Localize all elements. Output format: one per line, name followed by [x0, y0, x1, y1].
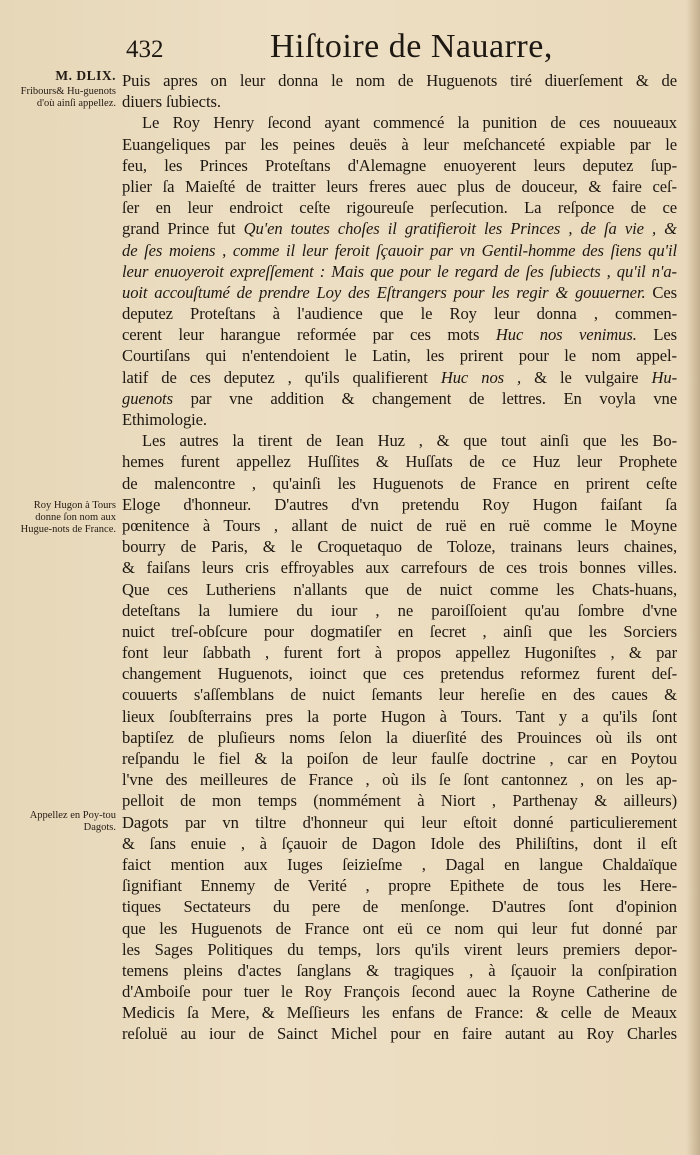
text-line — [122, 621, 677, 642]
text-run: Dagots par vn tiltre d'honneur qui leur eſtoit donné particulierement — [122, 812, 677, 832]
text-run: & le vulgaire — [534, 367, 639, 387]
text-line — [122, 303, 677, 324]
text-run: nuict treſ-obſcure pour dogmatiſer en ſecret , ainſi que les Sorciers — [122, 621, 677, 641]
text-run: deputez Proteſtans à l'audience que le Roy leur donna , commen- — [122, 304, 677, 324]
text-line — [122, 282, 677, 303]
text-run: Les autres la tirent de Iean Huz , & que tout ainſi que les Bo- — [142, 431, 677, 451]
text-line — [122, 875, 677, 896]
text-line — [122, 70, 677, 91]
running-title: Hiſtoire de Nauarre, — [270, 28, 553, 65]
text-line — [122, 324, 677, 345]
text-run: latif de ces deputez , qu'ils qualifierent — [122, 367, 428, 387]
text-line — [122, 451, 677, 472]
italic-run: guenots — [122, 388, 173, 408]
text-line — [122, 430, 677, 451]
text-run: grand Prince fut — [122, 219, 236, 239]
text-run: reſoluë au iour de Sainct Michel pour en faire autant au Roy Charles — [122, 1024, 677, 1044]
text-run: Ethimologie. — [122, 410, 207, 429]
text-line — [122, 706, 677, 727]
text-line — [122, 960, 677, 981]
body-text — [122, 70, 677, 1045]
text-run: Courtiſans qui n'entendoient le Latin, les prirent pour le nom appel- — [122, 346, 677, 366]
text-line — [122, 642, 677, 663]
text-run: diuers ſubiects. — [122, 92, 221, 112]
text-line — [122, 748, 677, 769]
text-run: changement Huguenots, ioinct que ces pretendus reformez furent deſ- — [122, 664, 677, 684]
italic-run: Huc nos venimus. — [495, 325, 637, 345]
text-run: de malencontre , qu'ainſi les Huguenots de France en prirent ceſte — [122, 473, 677, 493]
text-line — [122, 918, 677, 939]
text-run: pœnitence à Tours , allant de nuict de ruë en ruë comme le Moyne — [122, 515, 677, 535]
italic-run: uoit accouſtumé de prendre Loy des Eſtrangers pour les regir & gouuerner. — [122, 282, 646, 302]
text-run: ſignifiant Ennemy de Verité , propre Epithete de tous les Here- — [122, 876, 677, 896]
text-line — [122, 261, 677, 282]
text-run: plier ſa Maieſté de traitter leurs freres auec plus de douceur, & faire ceſ- — [122, 176, 677, 196]
text-line — [122, 134, 677, 155]
text-run: d'Amboiſe pour tuer le Roy François ſecond auec la Royne Catherine de — [122, 982, 677, 1002]
text-run: Les — [653, 325, 677, 345]
text-run: Euangeliques par les peines deuës à leur meſchanceté expiable par le — [122, 134, 677, 154]
text-line — [122, 494, 677, 515]
text-line — [122, 684, 677, 705]
text-run: & ſans enuie , à ſçauoir de Dagon Idole des Philiſtins, dont il eſt — [122, 833, 677, 853]
text-line — [122, 939, 677, 960]
text-line — [122, 981, 677, 1002]
text-line — [122, 536, 677, 557]
text-run: les Sages Politiques du temps, lors qu'ils virent leurs premiers depor- — [122, 939, 677, 959]
text-run: pelloit de mon temps (nommément à Niort , Parthenay & ailleurs) — [122, 791, 677, 811]
margin-note-fribours: Fribours& Hu-guenots d'où ainſi appellez. — [20, 86, 116, 109]
text-run: Puis apres on leur donna le nom de Huguenots tiré diuerſement & de — [122, 71, 677, 90]
text-run: faict mention aux Iuges ſeizieſme , Dagal en langue Chaldaïque — [122, 854, 677, 874]
italic-run: Huc nos , — [440, 367, 522, 387]
text-line — [122, 91, 677, 112]
page-header — [122, 28, 662, 68]
text-run: baptiſez de pluſieurs noms ſelon la diuerſité des Prouinces où ils ont — [122, 727, 677, 747]
text-run: Le Roy Henry ſecond ayant commencé la punition de ces nouueaux — [142, 113, 677, 133]
text-line — [122, 367, 677, 388]
text-line — [122, 557, 677, 578]
italic-run: de ſes moiens , comme il leur feroit ſçauoir par vn Gentil-homme des ſiens qu'il — [122, 240, 677, 260]
text-line — [122, 515, 677, 536]
margin-notes — [0, 0, 118, 1155]
italic-run: Qu'en toutes choſes il gratifieroit les Princes , de ſa vie , & — [243, 219, 677, 239]
italic-run: Hu- — [651, 367, 677, 387]
text-line — [122, 176, 677, 197]
text-run: bourry de Paris, & le Croquetaquo de Toloze, trainans leurs chaines, — [122, 537, 677, 557]
page-number: 432 — [126, 36, 164, 63]
text-line — [122, 600, 677, 621]
text-line — [122, 112, 677, 133]
text-line — [122, 727, 677, 748]
text-run: feu, les Princes Proteſtans d'Alemagne enuoyerent leurs deputez ſup- — [122, 155, 677, 175]
text-run: deteſtans la lumiere du iour , ne paroiſſoient qu'au ſombre d'vne — [122, 600, 677, 620]
text-line — [122, 663, 677, 684]
text-line — [122, 218, 677, 239]
text-run: hemes furent appellez Huſſites & Huſſats de ce Huz leur Prophete — [122, 452, 677, 472]
text-run: tiques Sectateurs du pere de menſonge. D'autres ſont d'opinion — [122, 897, 677, 917]
text-line — [122, 409, 677, 430]
text-line — [122, 790, 677, 811]
text-line — [122, 579, 677, 600]
italic-run: leur enuoyeroit expreſſement : Mais que pour le regard de ſes ſubiects , qu'il n'a- — [122, 261, 677, 281]
text-run: Ces — [652, 282, 677, 302]
text-line — [122, 769, 677, 790]
text-line — [122, 833, 677, 854]
text-run: ſer en leur endroict ceſte rigoureuſe perſecution. La reſponce de ce — [122, 198, 677, 218]
text-run: l'vne des meilleures de France , où ils ſe ſont cantonnez , on les ap- — [122, 770, 677, 790]
text-run: lieux ſoubſterrains pres la porte Hugon à Tours. Tant y a qu'ils ſont — [122, 706, 677, 726]
text-line — [122, 388, 677, 409]
text-run: couuerts s'aſſemblans de nuict ſemants leur hereſie en des caues & — [122, 685, 677, 705]
text-run: temens pleins d'actes ſanglans & tragiques , à ſçauoir la conſpiration — [122, 960, 677, 980]
margin-note-dagots: Appellez en Poy-tou Dagots. — [29, 810, 116, 833]
margin-note-year: M. DLIX. — [55, 68, 116, 83]
text-run: Eloge d'honneur. D'autres d'vn pretendu Roy Hugon faiſant ſa — [122, 494, 677, 514]
text-line — [122, 854, 677, 875]
text-run: Medicis ſa Mere, & Meſſieurs les enfans de France: & celle de Meaux — [122, 1003, 677, 1023]
text-run: reſpandu le fiel & la poiſon de leur faulſe doctrine , car en Poytou — [122, 749, 677, 768]
text-line — [122, 345, 677, 366]
text-run: cerent leur harangue reformée par ces mots — [122, 325, 480, 345]
text-run: & faiſans leurs cris effroyables aux carrefours de ces trois bonnes villes. — [122, 558, 677, 578]
text-line — [122, 1002, 677, 1023]
text-line — [122, 812, 677, 833]
text-run: que les Huguenots de France ont eü ce nom qui leur fut donné par — [122, 918, 677, 938]
text-line — [122, 1023, 677, 1044]
text-run: Que ces Lutheriens n'allants que de nuict comme les Chats-huans, — [122, 579, 677, 599]
margin-note-roy-hugon: Roy Hugon à Tours donne ſon nom aux Hugue-nots de France. — [20, 500, 116, 535]
text-run: par vne addition & changement de lettres. En voyla vne — [190, 388, 677, 408]
text-line — [122, 473, 677, 494]
text-line — [122, 896, 677, 917]
text-line — [122, 155, 677, 176]
text-line — [122, 197, 677, 218]
text-line — [122, 240, 677, 261]
text-run: font leur ſabbath , furent fort à propos appellez Hugoniſtes , & par — [122, 643, 677, 663]
